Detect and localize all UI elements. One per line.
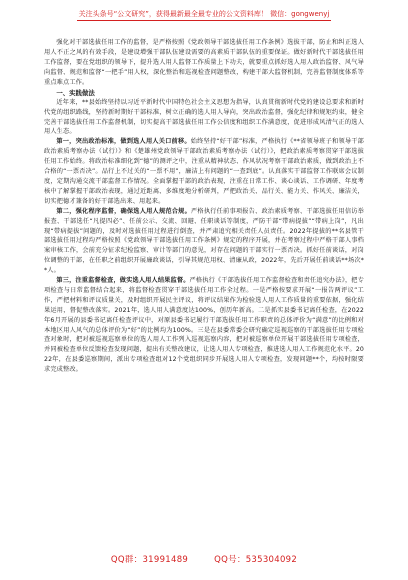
point-three-body: 严格执行《干部选拔任用工作监督检查和责任追究办法》，把专项检查与日常监督结合起来，将监督检查贯穿干部选拔任用工作全过程。一是严格按要求开展“一报告两评议”工作，严把材料和评议质量关，及时组织开展民主评议，将评议结果作为检验选人用人工作质量的重要依据，强化结果运用，督促整改落实。2021年，选人用人满意度达100%，创历年新高。二是抓实县委书记离任检查，在2022年6月开展的县委书记离任检查评议中，对原县委书记履行干部选拔任用工作职责的总体评价为“满意”的比例和对本地区用人风气的总体评价为“好”的比例均为100%。三是在县委常委会研究确定巡视巡察的干部选拔任用专项检查对象时，把对被巡视巡察单位的选人用人工作列入巡视巡察内容，把对被巡察单位开展干部选拔任用专项检查，并同被检查单位反馈检查发现问题，提出有关整改建议，让选人用人专项检查，推进选人用人工作规范化水平。2022年，在县委巡察期间，派出专项检查组对12个党组织同步开展选人用人专项检查，发现问题**个，均按时限要求完成整改。: [44, 277, 364, 374]
footer-qq-number: QQ号：535304092: [214, 555, 298, 565]
point-three-paragraph: [44, 276, 364, 375]
banner-text: 关注头条号“公文研究”，获得最新最全最专业的公文资料库！ 微信：gongwenyj: [77, 10, 332, 21]
point-one-body: 始终坚持“好干部”标准，严格执行《**省领导班子和领导干部政治素质考察办法（试行）》和《楚雄州党政领导干部政治素质考察办法（试行）》，把政治素质考察贯穿干部选拔任用工作始终。将政治标准细化到“德”的测评之中，注重从精神状态、作风状况考察干部政治素质，做到政治上不合格的“一票否决”。品行上不过关的“一票不用”，廉洁上有问题的“一查到底”。认真落实干部监督工作联席会议制度，定期沟通交流干部监督工作情况。全面掌握干部的政治表现，注重在日常工作、谈心谈话、工作调研、年度考核中了解掌握干部政治表现，通过近距离、多维度地分析研判，严把政治关、品行关、能力关、作风关、廉洁关，切实把德才兼备的好干部选出来、用起来。: [44, 138, 364, 205]
top-banner: [0, 0, 408, 30]
intro-paragraph: 强化对干部选拔任用工作的监督，是严格按照《党政领导干部选拔任用工作条例》选拔干部，防止和纠正选人用人不正之风的有效手段，是建设增强干部队伍建设需要的高素质干部队伍的重要保证。做好新时代干部选拔任用工作监督，要在党组织的领导下，提升选人用人监督工作质量上下功夫，就要重点抓好选人用人政治监督、风气导向监督、规范和监督“一把手”用人权，深化整治和巡视检查问题整改，构建干部大监督机制，完善监督制度体系等重点难点工作。: [44, 39, 364, 86]
footer-contacts: [0, 553, 408, 567]
document-body: [44, 38, 364, 543]
point-one-lead: 第一，突出政治标准，做到选人用人关口前移。: [56, 138, 191, 146]
point-three-lead: 第三，注重监督检查，做实选人用人结果监督。: [56, 277, 190, 285]
point-one-paragraph: [44, 137, 364, 206]
background-paragraph: 近年来，**县始终坚持以习近平新时代中国特色社会主义思想为指导，认真贯彻新时代党的建设总要求和新时代党的组织路线，坚持新时期好干部标准，树立正确的选人用人导向，突出政治监督，强化纪律和规矩约束，健全完善干部选拔任用工作监督机制，切实提高干部选拔任用工作公信度和组织工作满意度，促进形成风清气正的选人用人生态。: [44, 98, 364, 136]
point-two-body: 严格执行任前事项报告、政治素质考察、干部选拔任用信访举报查、干部选任“凡提四必”、任前公示、交流、回避、任职谈话等制度，严防干部“带病提拔”“带病上岗”，凡出现“带病提拔”问题的，及时对选拔任用过程进行倒查，并严肃追究相关责任人员责任。2022年提拔的**名县管干部选拔任用过程均严格按照《党政领导干部选拔任用工作条例》规定的程序开展，并在考察过程中严格干部人事档案审核工作，会前充分征求纪检监察、审计等部门的意见，对存在问题的干部实行一票否决。抓好任前谈话，对岗位调整的干部，在任职之前组织开展廉政谈话，引导其规范用权、清廉从政，2022年，先后开展任前谈话**场次**人。: [44, 207, 364, 275]
point-two-lead: 第二，强化程序监督，确保选人用人规范合规。: [56, 207, 191, 215]
point-two-paragraph: [44, 207, 364, 276]
footer-qq-group: QQ群：31991489: [110, 555, 189, 565]
section-heading: 一、实践做法: [56, 88, 95, 97]
